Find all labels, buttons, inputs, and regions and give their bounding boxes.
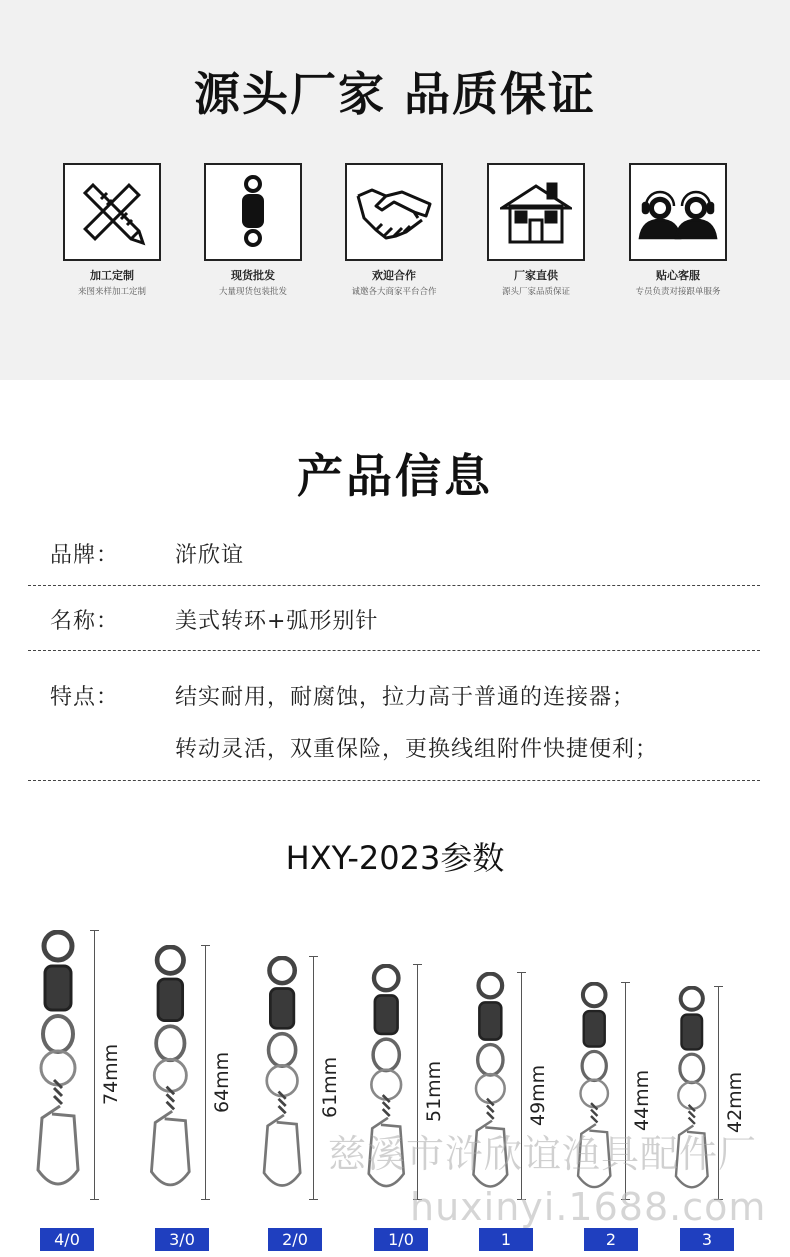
feature-label: 特点： bbox=[50, 685, 120, 710]
swivel-snap-2 bbox=[142, 945, 199, 1204]
feature-subtitle: 源头厂家品质保证 bbox=[501, 287, 570, 297]
watermark-company: 慈溪市浒欣谊渔具配件厂 bbox=[328, 1132, 758, 1176]
feature-subtitle: 来图来样加工定制 bbox=[77, 287, 146, 297]
size-badge: 1 bbox=[479, 1228, 533, 1251]
dimension-line bbox=[205, 945, 206, 1200]
feature-line-2: 转动灵活，双重保险，更换线组附件快捷便利； bbox=[175, 737, 659, 762]
swivel-snap-1 bbox=[28, 930, 88, 1204]
handshake-icon bbox=[345, 163, 443, 261]
feature-title: 加工定制 bbox=[90, 269, 134, 282]
param-title: HXY-2023参数 bbox=[285, 839, 505, 877]
length-label: 64mm bbox=[211, 1051, 233, 1113]
top-banner bbox=[0, 0, 790, 380]
swivel-snap-3 bbox=[255, 956, 309, 1204]
watermark-url: huxinyi.1688.com bbox=[410, 1185, 767, 1229]
feature-stock bbox=[203, 163, 303, 297]
factory-house-icon bbox=[487, 163, 585, 261]
banner-title: 源头厂家 品质保证 bbox=[193, 67, 596, 121]
length-label: 42mm bbox=[724, 1071, 746, 1133]
length-label: 61mm bbox=[319, 1056, 341, 1118]
length-label: 44mm bbox=[631, 1069, 653, 1131]
feature-title: 厂家直供 bbox=[514, 269, 558, 282]
length-label: 51mm bbox=[423, 1060, 445, 1122]
brand-value: 浒欣谊 bbox=[175, 543, 245, 568]
name-label: 名称： bbox=[50, 609, 120, 634]
customer-service-icon bbox=[629, 163, 727, 261]
swivel-icon bbox=[204, 163, 302, 261]
size-badge: 2/0 bbox=[268, 1228, 322, 1251]
feature-service bbox=[628, 163, 728, 297]
feature-factory bbox=[486, 163, 586, 297]
product-info-title: 产品信息 bbox=[297, 449, 493, 503]
feature-subtitle: 专员负责对接跟单服务 bbox=[635, 287, 721, 297]
length-label: 74mm bbox=[100, 1043, 122, 1105]
dimension-line bbox=[94, 930, 95, 1200]
brand-label: 品牌： bbox=[50, 543, 120, 568]
feature-title: 欢迎合作 bbox=[372, 269, 416, 282]
size-badge: 1/0 bbox=[374, 1228, 428, 1251]
feature-cooperate bbox=[344, 163, 444, 297]
pencil-ruler-icon bbox=[63, 163, 161, 261]
feature-title: 现货批发 bbox=[231, 269, 275, 282]
feature-custom bbox=[62, 163, 162, 297]
length-label: 49mm bbox=[527, 1064, 549, 1126]
size-badge: 3/0 bbox=[155, 1228, 209, 1251]
divider bbox=[28, 585, 760, 586]
feature-line-1: 结实耐用，耐腐蚀，拉力高于普通的连接器； bbox=[175, 685, 636, 710]
divider bbox=[28, 780, 760, 781]
size-badge: 2 bbox=[584, 1228, 638, 1251]
dimension-line bbox=[313, 956, 314, 1200]
size-badge: 4/0 bbox=[40, 1228, 94, 1251]
size-badge: 3 bbox=[680, 1228, 734, 1251]
divider bbox=[28, 650, 760, 651]
feature-subtitle: 大量现货包装批发 bbox=[218, 287, 287, 297]
feature-subtitle: 诚邀各大商家平台合作 bbox=[351, 287, 437, 297]
feature-title: 贴心客服 bbox=[656, 269, 700, 282]
name-value: 美式转环+弧形别针 bbox=[175, 609, 379, 634]
